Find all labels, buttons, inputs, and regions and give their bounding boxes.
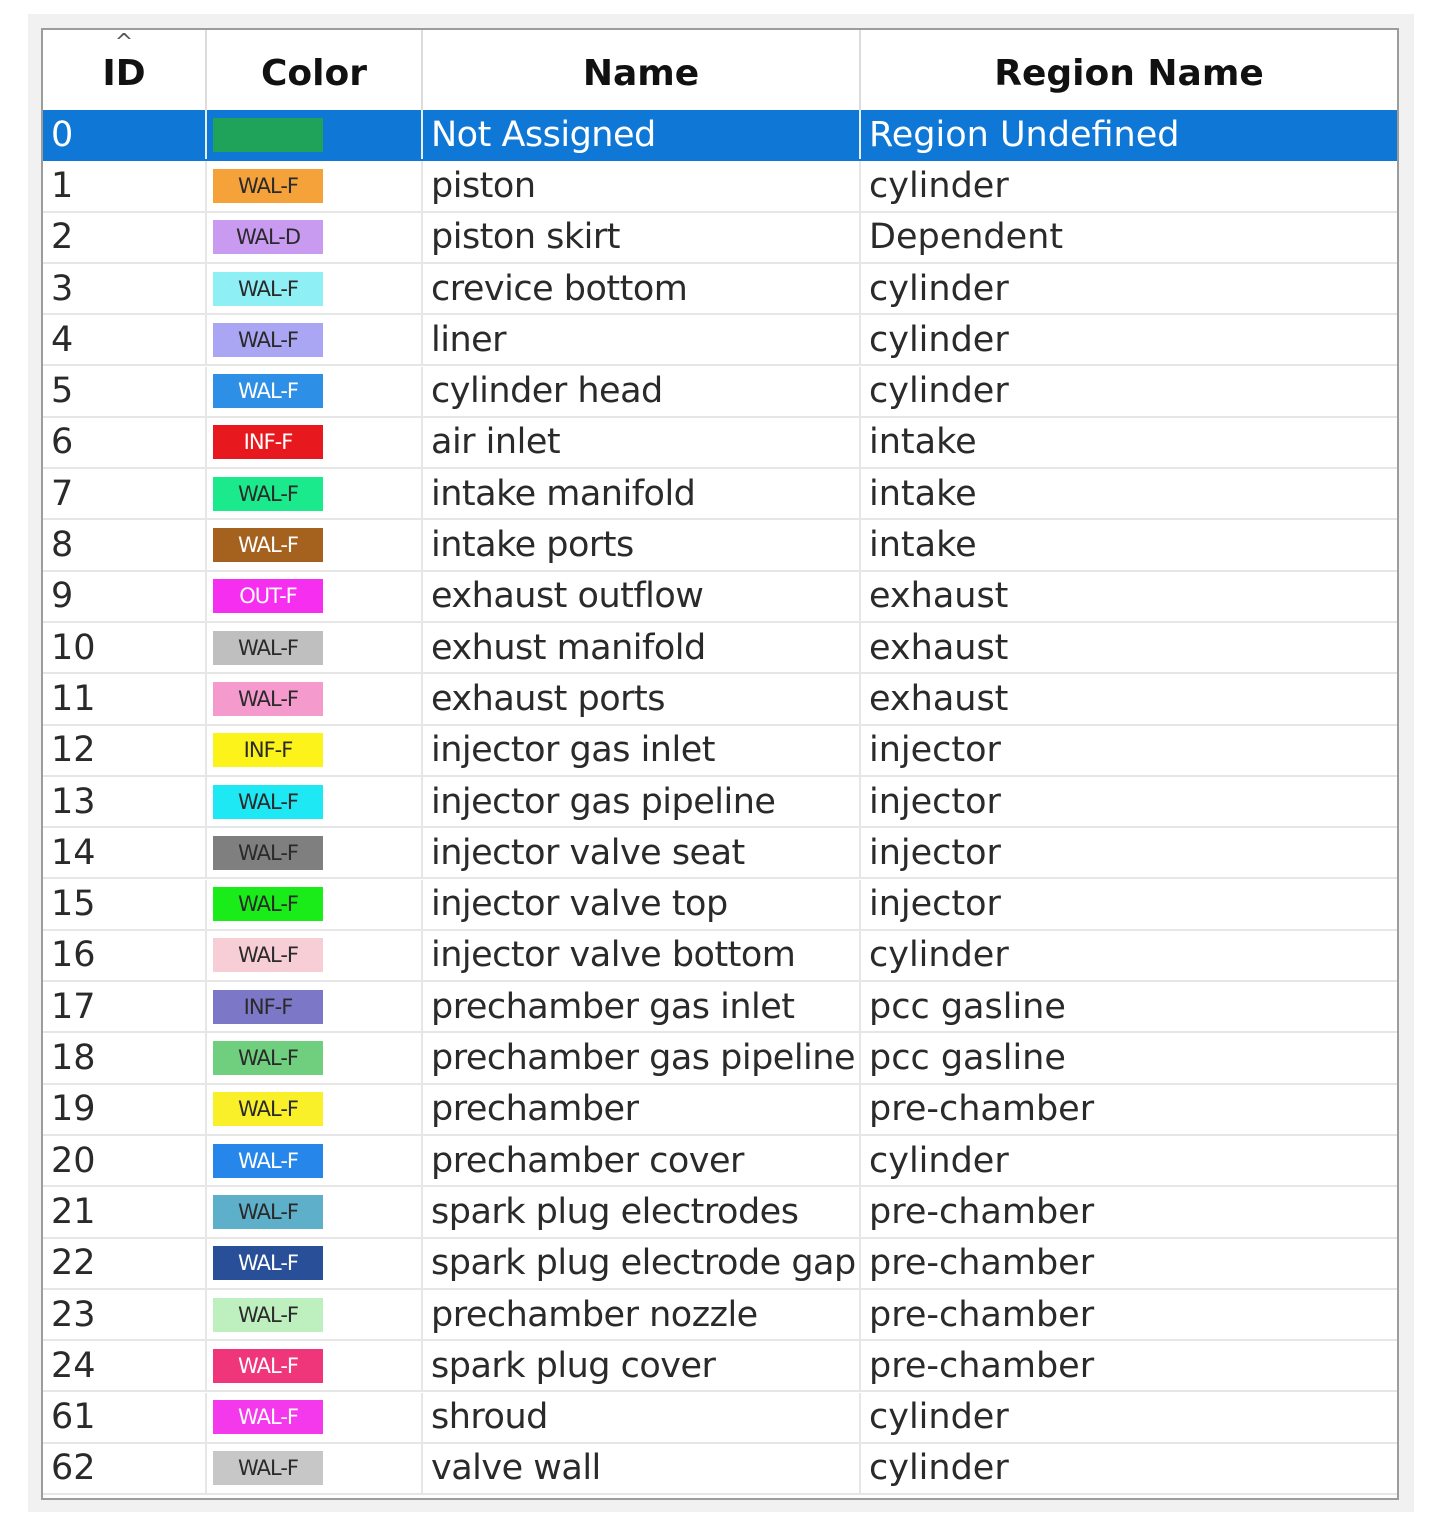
table-row[interactable] [43, 469, 1397, 520]
row-name: injector gas inlet [423, 726, 861, 775]
column-header-color-label: Color [261, 53, 367, 94]
row-region-name: pcc gasline [869, 1038, 1066, 1079]
row-color-cell[interactable] [207, 418, 423, 467]
table-row[interactable] [43, 213, 1397, 264]
row-id: 7 [43, 469, 207, 518]
row-color-cell[interactable] [207, 931, 423, 980]
row-id: 5 [43, 367, 207, 416]
row-region-name: injector [869, 781, 1001, 822]
row-region-name: injector [869, 884, 1001, 925]
row-region-name: pcc gasline [869, 986, 1066, 1027]
column-header-region-label: Region Name [994, 53, 1264, 94]
row-region-name: injector [869, 832, 1001, 873]
row-color-cell[interactable] [207, 674, 423, 723]
row-color-cell[interactable] [207, 315, 423, 364]
table-row[interactable] [43, 1290, 1397, 1341]
row-name: exhaust ports [423, 674, 861, 723]
color-swatch[interactable]: WAL-F [213, 682, 323, 716]
row-id: 13 [43, 777, 207, 826]
row-name: cylinder head [423, 367, 861, 416]
row-region-name: Region Undefined [869, 114, 1180, 155]
color-swatch[interactable]: WAL-F [213, 1195, 323, 1229]
row-id: 4 [43, 315, 207, 364]
row-name: valve wall [423, 1444, 861, 1493]
row-region-name: cylinder [869, 1397, 1009, 1438]
row-id: 62 [43, 1444, 207, 1493]
row-id: 15 [43, 880, 207, 929]
row-name: piston skirt [423, 213, 861, 262]
column-header-id[interactable] [43, 30, 207, 110]
color-swatch[interactable]: WAL-D [213, 220, 323, 254]
row-id: 11 [43, 674, 207, 723]
color-swatch[interactable]: INF-F [213, 990, 323, 1024]
row-id: 6 [43, 418, 207, 467]
row-region-name: intake [869, 473, 977, 514]
row-id: 18 [43, 1033, 207, 1082]
row-color-cell[interactable] [207, 982, 423, 1031]
row-name: prechamber [423, 1085, 861, 1134]
color-swatch[interactable]: WAL-F [213, 836, 323, 870]
row-id: 9 [43, 572, 207, 621]
table-row[interactable] [43, 777, 1397, 828]
row-region-name: pre-chamber [869, 1089, 1095, 1130]
table-row[interactable] [43, 418, 1397, 469]
color-swatch[interactable]: WAL-F [213, 272, 323, 306]
row-region-name: cylinder [869, 1448, 1009, 1489]
row-id: 0 [43, 110, 207, 159]
row-region-name: Dependent [869, 217, 1064, 258]
row-name: injector valve top [423, 880, 861, 929]
row-region-name: exhaust [869, 627, 1009, 668]
table-row[interactable] [43, 1136, 1397, 1187]
color-swatch[interactable]: INF-F [213, 733, 323, 767]
row-name: exhust manifold [423, 623, 861, 672]
row-name: air inlet [423, 418, 861, 467]
table-row[interactable] [43, 1393, 1397, 1444]
row-region-name: pre-chamber [869, 1191, 1095, 1232]
row-name: spark plug cover [423, 1341, 861, 1390]
row-name: prechamber gas inlet [423, 982, 861, 1031]
column-header-id-label: ID [102, 53, 146, 94]
table-row[interactable] [43, 367, 1397, 418]
row-name: Not Assigned [423, 110, 861, 159]
table-row[interactable] [43, 1085, 1397, 1136]
row-color-cell[interactable] [207, 1085, 423, 1134]
color-swatch[interactable]: WAL-F [213, 1041, 323, 1075]
row-name: crevice bottom [423, 264, 861, 313]
table-row[interactable] [43, 110, 1397, 161]
color-swatch[interactable]: WAL-F [213, 1298, 323, 1332]
row-name: injector valve seat [423, 828, 861, 877]
color-swatch[interactable]: WAL-F [213, 1246, 323, 1280]
column-header-color[interactable] [207, 30, 423, 110]
column-header-name-label: Name [582, 53, 700, 94]
row-name: exhaust outflow [423, 572, 861, 621]
row-name: injector gas pipeline [423, 777, 861, 826]
color-swatch[interactable]: WAL-F [213, 631, 323, 665]
row-id: 14 [43, 828, 207, 877]
row-id: 19 [43, 1085, 207, 1134]
table-row[interactable] [43, 1444, 1397, 1495]
color-swatch[interactable]: WAL-F [213, 1349, 323, 1383]
table-row[interactable] [43, 982, 1397, 1033]
table-header [43, 30, 1397, 110]
row-id: 24 [43, 1341, 207, 1390]
row-color-cell[interactable] [207, 520, 423, 569]
row-id: 8 [43, 520, 207, 569]
color-swatch[interactable]: OUT-F [213, 579, 323, 613]
row-id: 20 [43, 1136, 207, 1185]
table-row[interactable] [43, 264, 1397, 315]
color-swatch[interactable]: WAL-F [213, 938, 323, 972]
row-region-name: intake [869, 525, 977, 566]
row-color-cell[interactable] [207, 777, 423, 826]
row-color-cell[interactable] [207, 828, 423, 877]
row-region-name: pre-chamber [869, 1345, 1095, 1386]
row-id: 1 [43, 161, 207, 210]
table-row[interactable] [43, 726, 1397, 777]
row-region-name: cylinder [869, 165, 1009, 206]
row-color-cell[interactable] [207, 161, 423, 210]
row-id: 16 [43, 931, 207, 980]
column-header-name[interactable] [423, 30, 861, 110]
row-id: 23 [43, 1290, 207, 1339]
row-color-cell[interactable] [207, 1239, 423, 1288]
table-row[interactable] [43, 674, 1397, 725]
row-id: 21 [43, 1187, 207, 1236]
sort-ascending-icon: ^ [114, 30, 134, 55]
color-swatch[interactable]: WAL-F [213, 1451, 323, 1485]
row-color-cell[interactable] [207, 1290, 423, 1339]
row-color-cell[interactable] [207, 469, 423, 518]
row-color-cell[interactable] [207, 1393, 423, 1442]
row-name: spark plug electrodes [423, 1187, 861, 1236]
boundary-table [41, 28, 1399, 1500]
row-color-cell[interactable] [207, 1341, 423, 1390]
row-name: liner [423, 315, 861, 364]
table-row[interactable] [43, 880, 1397, 931]
row-color-cell[interactable] [207, 880, 423, 929]
column-header-region-name[interactable] [861, 30, 1397, 110]
row-name: spark plug electrode gap [423, 1239, 861, 1288]
color-swatch[interactable]: WAL-F [213, 477, 323, 511]
color-swatch[interactable]: WAL-F [213, 323, 323, 357]
row-color-cell[interactable] [207, 1187, 423, 1236]
row-region-name: cylinder [869, 371, 1009, 412]
row-id: 22 [43, 1239, 207, 1288]
color-swatch[interactable]: WAL-F [213, 528, 323, 562]
row-color-cell[interactable] [207, 572, 423, 621]
row-region-name: pre-chamber [869, 1294, 1095, 1335]
table-row[interactable] [43, 828, 1397, 879]
row-region-name: injector [869, 730, 1001, 771]
table-row[interactable] [43, 572, 1397, 623]
row-region-name: cylinder [869, 1140, 1009, 1181]
color-swatch[interactable] [213, 118, 323, 152]
color-swatch[interactable]: WAL-F [213, 1144, 323, 1178]
row-color-cell[interactable] [207, 1136, 423, 1185]
color-swatch[interactable]: INF-F [213, 425, 323, 459]
color-swatch[interactable]: WAL-F [213, 1092, 323, 1126]
table-row[interactable] [43, 623, 1397, 674]
row-name: prechamber nozzle [423, 1290, 861, 1339]
table-row[interactable] [43, 1239, 1397, 1290]
row-color-cell[interactable] [207, 1033, 423, 1082]
row-color-cell[interactable] [207, 264, 423, 313]
table-row[interactable] [43, 161, 1397, 212]
table-row[interactable] [43, 315, 1397, 366]
row-region-name: cylinder [869, 319, 1009, 360]
table-row[interactable] [43, 1187, 1397, 1238]
row-region-name: cylinder [869, 268, 1009, 309]
row-name: prechamber gas pipeline [423, 1033, 861, 1082]
row-id: 2 [43, 213, 207, 262]
row-id: 10 [43, 623, 207, 672]
color-swatch[interactable]: WAL-F [213, 887, 323, 921]
row-color-cell[interactable] [207, 1444, 423, 1493]
color-swatch[interactable]: WAL-F [213, 1400, 323, 1434]
row-id: 12 [43, 726, 207, 775]
row-name: piston [423, 161, 861, 210]
row-name: prechamber cover [423, 1136, 861, 1185]
row-name: injector valve bottom [423, 931, 861, 980]
row-color-cell[interactable] [207, 367, 423, 416]
row-id: 61 [43, 1393, 207, 1442]
row-id: 17 [43, 982, 207, 1031]
row-color-cell[interactable] [207, 726, 423, 775]
table-row[interactable] [43, 1341, 1397, 1392]
row-region-name: intake [869, 422, 977, 463]
row-region-name: pre-chamber [869, 1243, 1095, 1284]
row-name: intake manifold [423, 469, 861, 518]
table-row[interactable] [43, 520, 1397, 571]
table-row[interactable] [43, 931, 1397, 982]
row-color-cell[interactable] [207, 623, 423, 672]
row-id: 3 [43, 264, 207, 313]
row-region-name: exhaust [869, 576, 1009, 617]
color-swatch[interactable]: WAL-F [213, 785, 323, 819]
color-swatch[interactable]: WAL-F [213, 374, 323, 408]
row-region-name: cylinder [869, 935, 1009, 976]
row-region-name: exhaust [869, 678, 1009, 719]
row-color-cell[interactable] [207, 213, 423, 262]
row-name: shroud [423, 1393, 861, 1442]
row-name: intake ports [423, 520, 861, 569]
color-swatch[interactable]: WAL-F [213, 169, 323, 203]
row-color-cell[interactable] [207, 110, 423, 159]
table-row[interactable] [43, 1033, 1397, 1084]
